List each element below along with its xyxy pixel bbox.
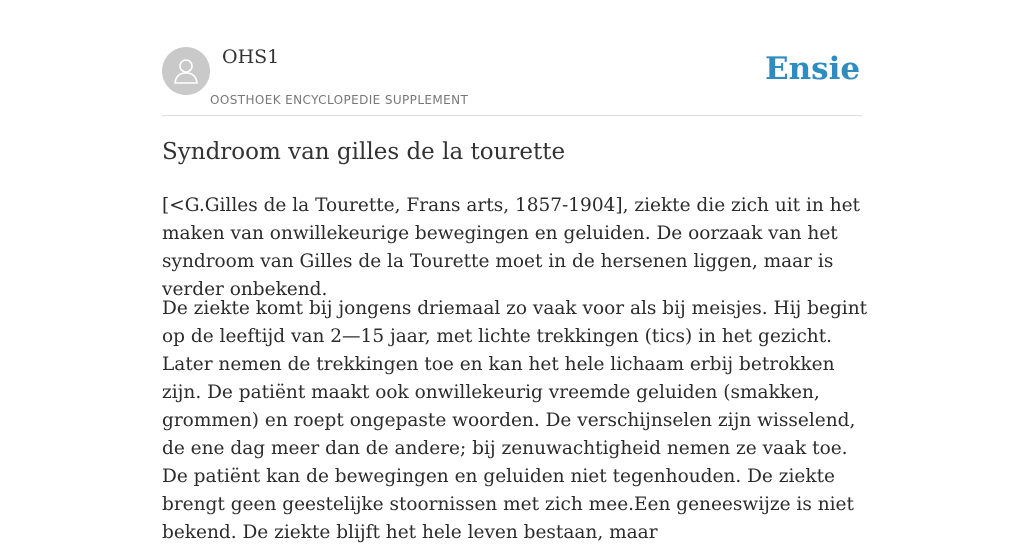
article-paragraph-2: De ziekte komt bij jongens driemaal zo vaak voor als bij meisjes. Hij begint op de leeftijd van 2—15 jaar, met lichte trekkingen (tics) in het gezicht. Later nemen de trekkingen toe en kan het hele lichaam erbij betrokken zijn. De patiënt maakt ook onwillekeurig vreemde geluiden (smakken, grommen) en roept ongepaste woorden. De verschijnselen zijn wisselend, de ene dag meer dan de andere; bij zenuwachtigheid nemen ze vaak toe. De patiënt kan de bewegingen en geluiden niet tegenhouden. De ziekte brengt geen geestelijke stoornissen met zich mee.Een geneeswijze is niet bekend. De ziekte blijft het hele leven bestaan, maar	[162, 298, 868, 543]
user-icon	[171, 56, 201, 86]
ensie-logo-link[interactable]: Ensie	[765, 51, 861, 87]
source-subtitle[interactable]: OOSTHOEK ENCYCLOPEDIE SUPPLEMENT	[210, 93, 469, 107]
article-paragraph-1: [<G.Gilles de la Tourette, Frans arts, 1857-1904], ziekte die zich uit in het maken van onwillekeurige bewegingen en geluiden. De oorzaak van het syndroom van Gilles de la Tourette moet in de hersenen liggen, maar is verder onbekend.	[162, 195, 860, 300]
author-avatar[interactable]	[162, 47, 210, 95]
article-title: Syndroom van gilles de la tourette	[162, 139, 566, 165]
header-divider	[162, 115, 862, 116]
author-name[interactable]: OHS1	[222, 46, 280, 68]
